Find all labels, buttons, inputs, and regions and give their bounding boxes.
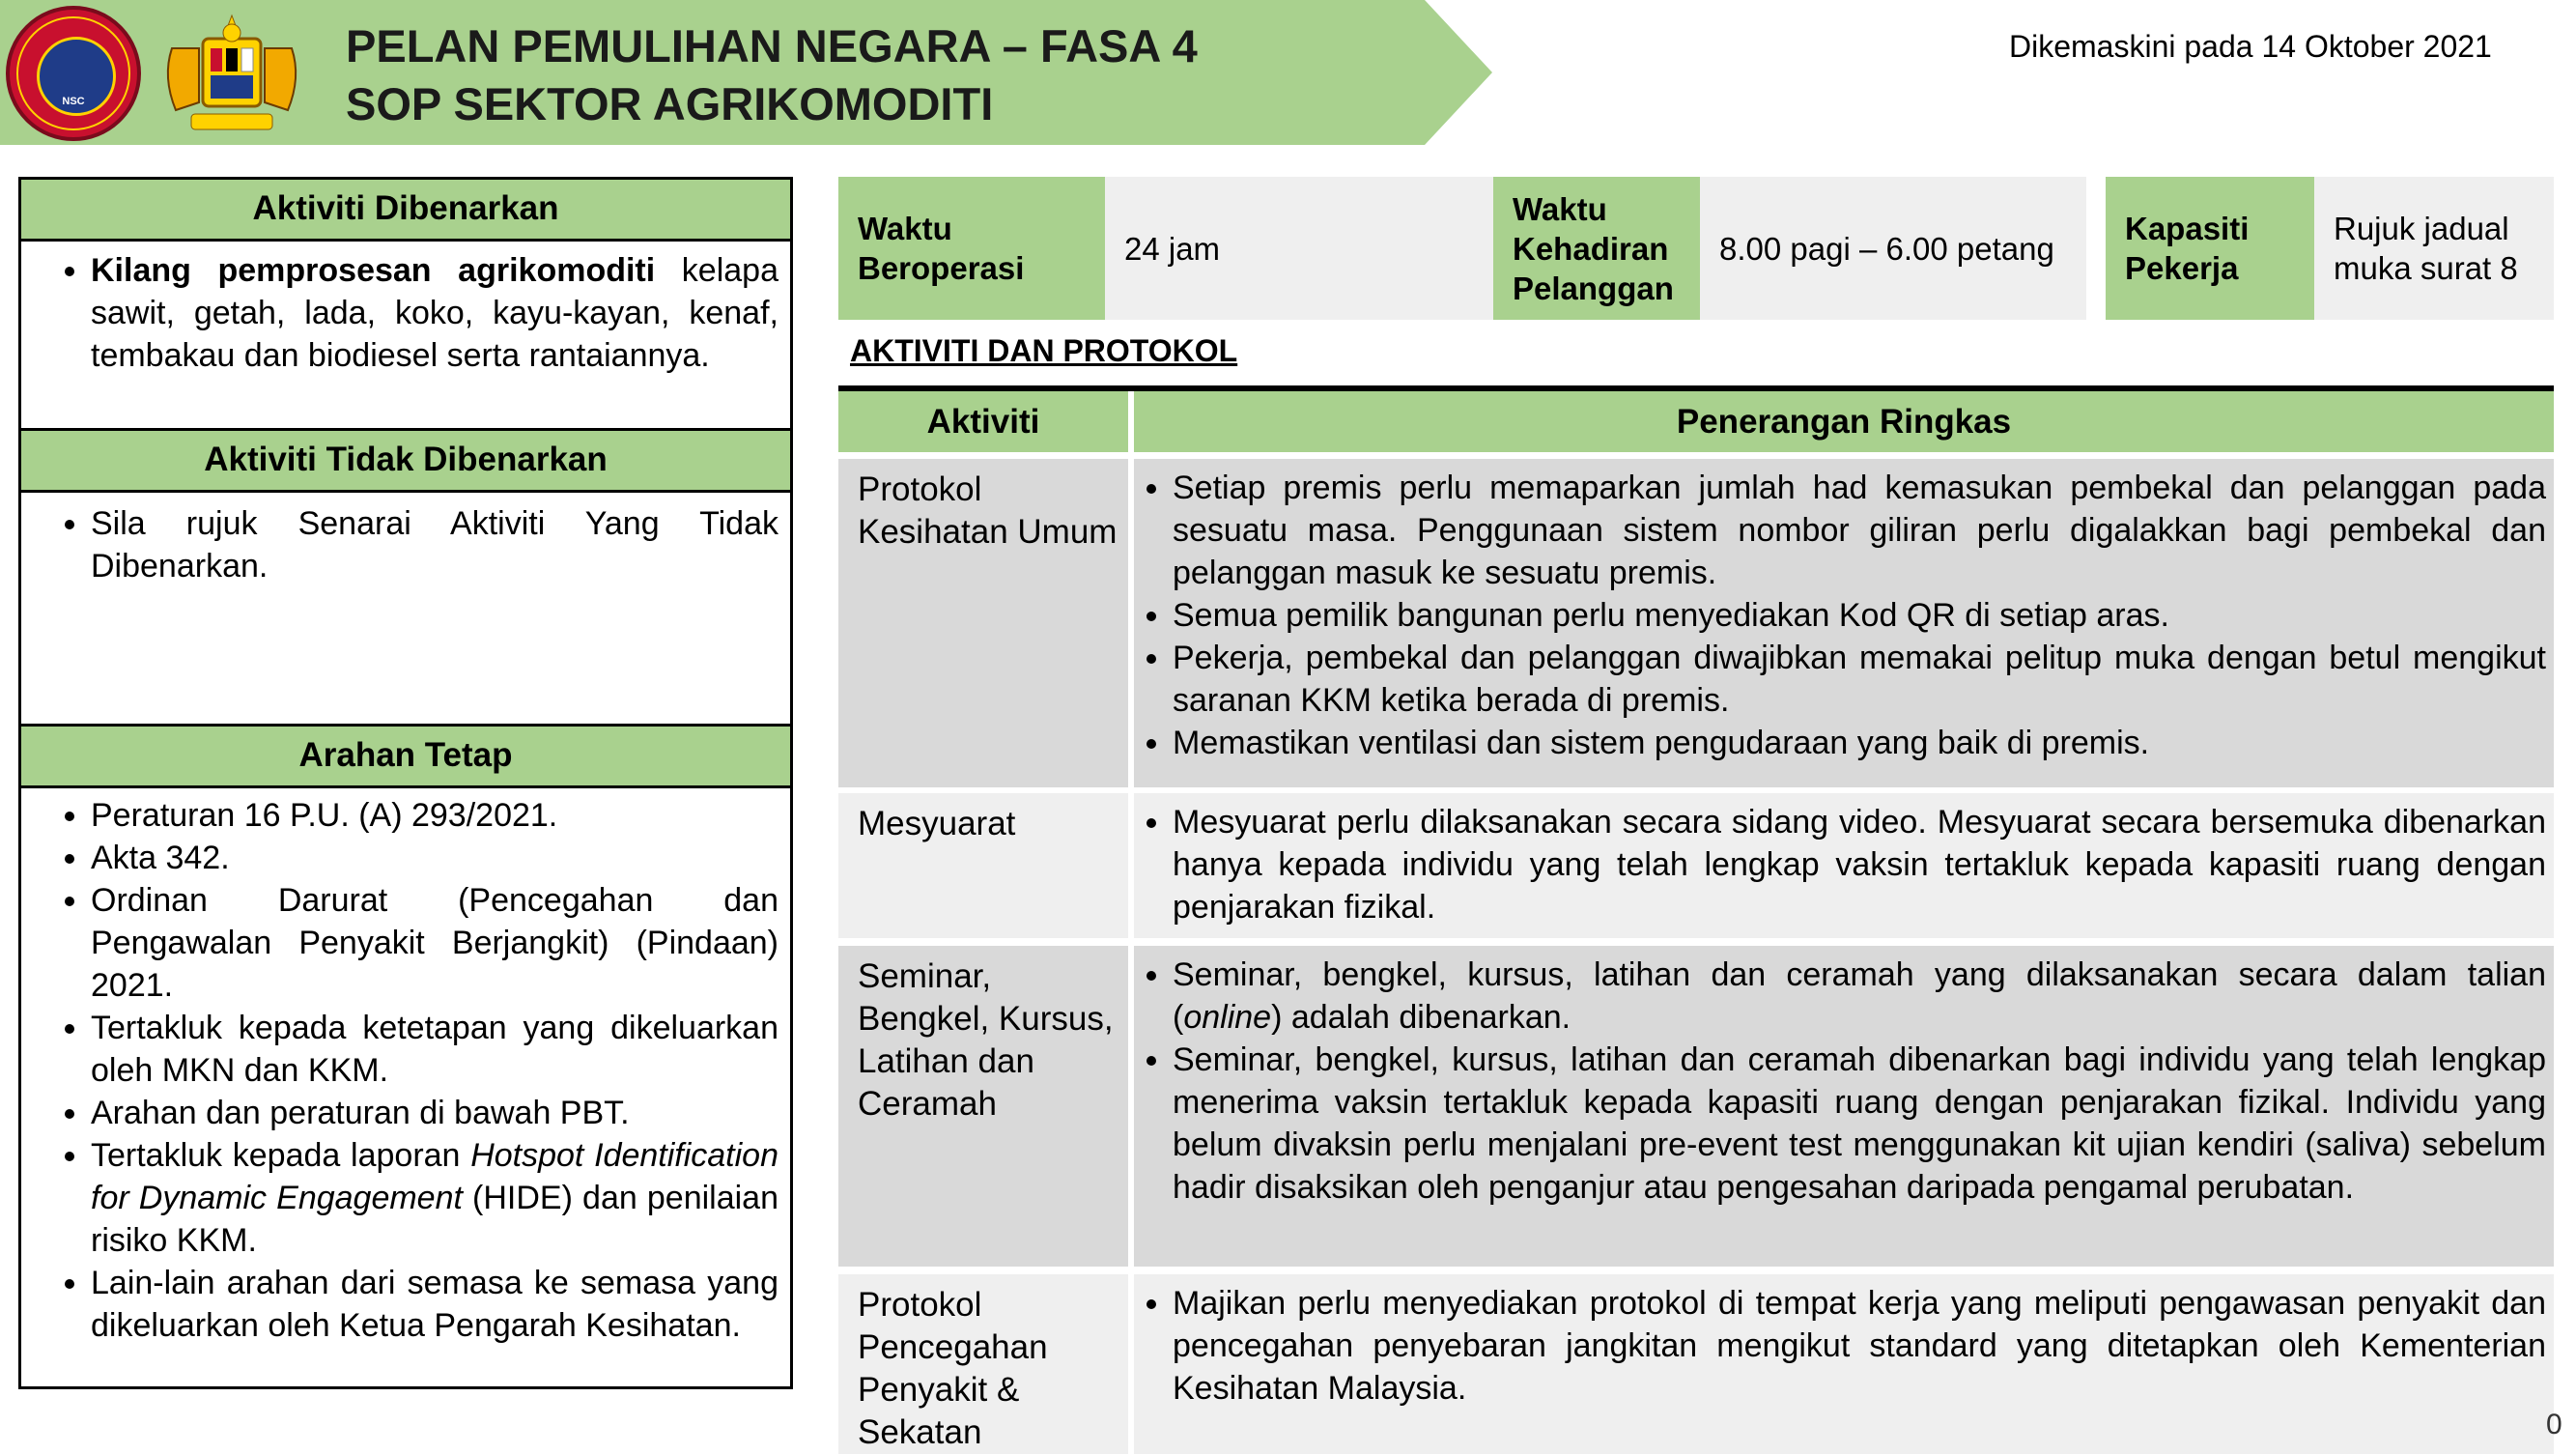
directive-hide-italic: Hotspot Identification for Dynamic Engagement	[91, 1137, 779, 1216]
visit-label: Waktu Kehadiran Pelanggan	[1493, 177, 1700, 320]
row-bullet: • Mesyuarat perlu dilaksanakan secara sidang video. Mesyuarat secara bersemuka dibenarkan hanya kepada individu yang telah lengkap vaksin tertakluk kepada kapasiti ruang dengan penjarakan fizikal.	[1173, 801, 2546, 928]
table-row	[838, 793, 2554, 938]
row-description	[1134, 1274, 2554, 1454]
row-bullet: • Majikan perlu menyediakan protokol di tempat kerja yang meliputi pengawasan penyakit dan pencegahan penyebaran jangkitan mengikut standard yang ditetapkan oleh Kementerian Kesihatan Malaysia.	[1173, 1282, 2546, 1410]
row-bullet	[1173, 954, 2546, 1039]
row-bullet-italic: online	[1183, 999, 1272, 1036]
row-description	[1134, 459, 2554, 787]
row-activity: Mesyuarat	[838, 793, 1128, 938]
row-bullet: • Setiap premis perlu memaparkan jumlah had kemasukan pembekal dan pelanggan pada sesuatu masa. Penggunaan sistem nombor giliran perlu digalakkan bagi pembekal dan pelanggan masuk ke sesuatu premis.	[1173, 467, 2546, 594]
row-bullet: • Seminar, bengkel, kursus, latihan dan ceramah dibenarkan bagi individu yang telah lengkap menerima vaksin tertakluk kepada kapasiti ruang dengan penjarakan fizikal. Individu yang belum divaksin perlu menjalani pre-event test menggunakan kit ujian kendiri (saliva) sebelum hadir disaksikan oleh penganjur atau pengesahan daripada pengamal perubatan.	[1173, 1039, 2546, 1209]
row-bullet: • Semua pemilik bangunan perlu menyediakan Kod QR di setiap aras.	[1173, 594, 2546, 637]
page-title-line1: PELAN PEMULIHAN NEGARA – FASA 4	[346, 20, 1198, 71]
section-heading: AKTIVITI DAN PROTOKOL	[850, 333, 1238, 368]
row-description	[1134, 946, 2554, 1267]
directive-item-hide	[91, 1134, 778, 1262]
row-bullet: • Memastikan ventilasi dan sistem pengudaraan yang baik di premis.	[1173, 722, 2546, 764]
allowed-activity-bold: Kilang pemprosesan agrikomoditi	[91, 252, 656, 289]
directive-item: • Peraturan 16 P.U. (A) 293/2021.	[91, 794, 778, 837]
directive-item: • Ordinan Darurat (Pencegahan dan Pengawalan Penyakit Berjangkit) (Pindaan) 2021.	[91, 879, 778, 1007]
nsc-logo-text: NSC	[62, 96, 85, 107]
table-row	[838, 459, 2554, 787]
row-activity: Protokol Pencegahan Penyakit & Sekatan	[838, 1274, 1128, 1454]
not-allowed-heading: Aktiviti Tidak Dibenarkan	[21, 431, 790, 493]
directive-heading: Arahan Tetap	[21, 727, 790, 788]
hours-label: Waktu Beroperasi	[838, 177, 1105, 320]
capacity-value: Rujuk jadual muka surat 8	[2314, 177, 2554, 320]
table-header-description: Penerangan Ringkas	[1134, 391, 2554, 452]
left-panel	[18, 177, 793, 1389]
row-bullet-prefix: Seminar, bengkel, kursus, latihan dan ceramah yang dilaksanakan secara dalam talian (	[1173, 956, 2546, 1036]
row-activity: Seminar, Bengkel, Kursus, Latihan dan Ceramah	[838, 946, 1128, 1267]
not-allowed-body	[35, 502, 778, 587]
row-bullet: • Pekerja, pembekal dan pelanggan diwajibkan memakai pelitup muka dengan betul mengikut saranan KKM ketika berada di premis.	[1173, 637, 2546, 722]
nsc-ring-icon	[10, 10, 137, 137]
hours-value: 24 jam	[1105, 177, 1493, 320]
not-allowed-item: • Sila rujuk Senarai Aktiviti Yang Tidak Dibenarkan.	[91, 502, 778, 587]
visit-value: 8.00 pagi – 6.00 petang	[1700, 177, 2086, 320]
table-header-activity: Aktiviti	[838, 391, 1128, 452]
page-title-line2: SOP SEKTOR AGRIKOMODITI	[346, 78, 994, 129]
allowed-activities-body	[35, 249, 778, 377]
table-row	[838, 946, 2554, 1267]
directive-item: • Arahan dan peraturan di bawah PBT.	[91, 1092, 778, 1134]
directive-body	[35, 794, 778, 1347]
allowed-activities-heading: Aktiviti Dibenarkan	[21, 180, 790, 242]
table-row	[838, 1274, 2554, 1454]
row-description	[1134, 793, 2554, 938]
row-activity: Protokol Kesihatan Umum	[838, 459, 1128, 787]
directive-item: • Lain-lain arahan dari semasa ke semasa yang dikeluarkan oleh Ketua Pengarah Kesihatan.	[91, 1262, 778, 1347]
directive-hide-suffix: (HIDE) dan penilaian risiko KKM.	[91, 1180, 778, 1259]
directive-hide-prefix: Tertakluk kepada laporan	[91, 1137, 471, 1174]
allowed-activity-item	[91, 249, 778, 377]
row-bullet-suffix: ) adalah dibenarkan.	[1271, 999, 1571, 1036]
allowed-activity-text: kelapa sawit, getah, lada, koko, kayu-kayan, kenaf, tembakau dan biodiesel serta rantaiannya.	[91, 252, 778, 374]
directive-item: • Tertakluk kepada ketetapan yang dikeluarkan oleh MKN dan KKM.	[91, 1007, 778, 1092]
updated-date: Dikemaskini pada 14 Oktober 2021	[2009, 29, 2492, 64]
page-number: 0	[2546, 1409, 2562, 1440]
directive-item: • Akta 342.	[91, 837, 778, 879]
malaysia-coat-of-arms-icon	[155, 10, 309, 140]
nsc-logo	[6, 6, 141, 141]
capacity-label: Kapasiti Pekerja	[2106, 177, 2314, 320]
info-strip	[838, 177, 2554, 320]
